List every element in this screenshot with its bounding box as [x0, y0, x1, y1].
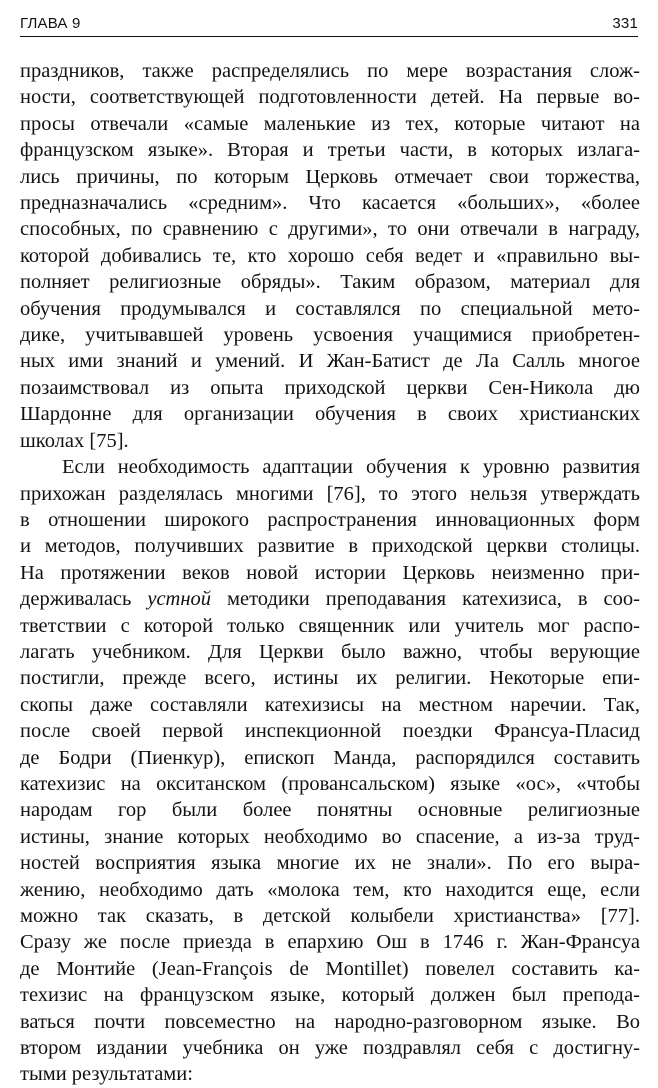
paragraph-2	[20, 454, 640, 1088]
text-line: втором издании учебника он уже поздравлял себя с достигну-	[20, 1037, 640, 1060]
text-line: ваться почти повсеместно на народно-разговорном языке. Во	[20, 1010, 640, 1033]
running-header	[20, 10, 638, 32]
text-line: жению, необходимо дать «молока тем, кто находится еще, если	[20, 878, 640, 901]
line-segment: методики преподавания катехизиса, в соо-	[211, 588, 640, 611]
text-line: постигли, прежде всего, истины их религии. Некоторые епи-	[20, 667, 640, 690]
text-line: тыми результатами:	[20, 1063, 193, 1086]
text-line: которой добивались те, кто хорошо себя ведет и «правильно вы-	[20, 244, 640, 267]
text-line: можно так сказать, в детской колыбели христианства» [77].	[20, 905, 640, 927]
body-text	[20, 58, 640, 1088]
text-line: полняет религиозные обряды». Таким образом, материал для	[20, 271, 640, 294]
text-line: просы отвечали «самые маленькие из тех, которые читают на	[20, 112, 640, 135]
text-line: де Бодри (Пиенкур), епископ Манда, распорядился составить	[20, 746, 640, 769]
text-line: народам гор были более понятны основные религиозные	[20, 799, 640, 822]
text-line: в отношении широкого распространения инновационных форм	[20, 508, 640, 531]
text-line: дике, учитывавшей уровень усвоения учащимися приобретен-	[20, 324, 640, 347]
text-line: и методов, получивших развитие в приходской церкви столицы.	[20, 535, 640, 558]
page-number: 331	[612, 15, 638, 32]
text-line: техизис на французском языке, который должен был препода-	[20, 984, 640, 1007]
text-line: после своей первой инспекционной поездки Франсуа-Пласид	[20, 720, 640, 743]
line-segment: держивалась	[20, 588, 148, 611]
emphasized-word: устной	[147, 588, 212, 611]
text-line: предназначались «средним». Что касается «больших», «более	[20, 192, 640, 215]
header-rule	[20, 36, 638, 37]
text-line: катехизис на окситанском (провансальском) языке «ос», «чтобы	[20, 772, 640, 795]
text-line: ности, соответствующей подготовленности детей. На первые во-	[20, 86, 640, 109]
text-line: лись причины, по которым Церковь отмечает свои торжества,	[20, 165, 640, 188]
text-line: способных, по сравнению с другими», то они отвечали в награду,	[20, 218, 640, 241]
text-line: скопы даже составляли катехизисы на местном наречии. Так,	[20, 693, 640, 716]
text-line: На протяжении веков новой истории Церковь неизменно при-	[20, 561, 640, 584]
text-line: французском языке». Вторая и третьи части, в которых излага-	[20, 139, 640, 162]
text-line: прихожан разделялась многими [76], то этого нельзя утверждать	[20, 482, 640, 505]
text-line-with-emphasis	[20, 586, 640, 612]
text-line: обучения продумывался и составлялся по специальной мето-	[20, 297, 640, 320]
text-line: тветствии с которой только священник или учитель мог распо-	[20, 614, 640, 637]
text-line: де Монтийе (Jean-François de Montillet) повелел составить ка-	[20, 957, 640, 980]
text-line: истины, знание которых необходимо во спасение, а из-за труд-	[20, 825, 640, 848]
text-line: Если необходимость адаптации обучения к уровню развития	[62, 456, 640, 479]
text-line: праздников, также распределялись по мере возрастания слож-	[20, 60, 640, 82]
text-line: школах [75].	[20, 429, 129, 452]
text-line: лагать учебником. Для Церкви было важно, чтобы верующие	[20, 640, 640, 663]
text-line: Сразу же после приезда в епархию Ош в 1746 г. Жан-Франсуа	[20, 931, 640, 954]
paragraph-1	[20, 58, 640, 454]
text-line: Шардонне для организации обучения в своих христианских	[20, 403, 640, 426]
text-line: позаимствовал из опыта приходской церкви Сен-Никола дю	[20, 376, 640, 399]
text-line: ных ими знаний и умений. И Жан-Батист де Ла Салль многое	[20, 350, 640, 373]
chapter-title: ГЛАВА 9	[20, 15, 81, 32]
text-line: ностей восприятия языка многие их не знали». По его выра-	[20, 852, 640, 875]
